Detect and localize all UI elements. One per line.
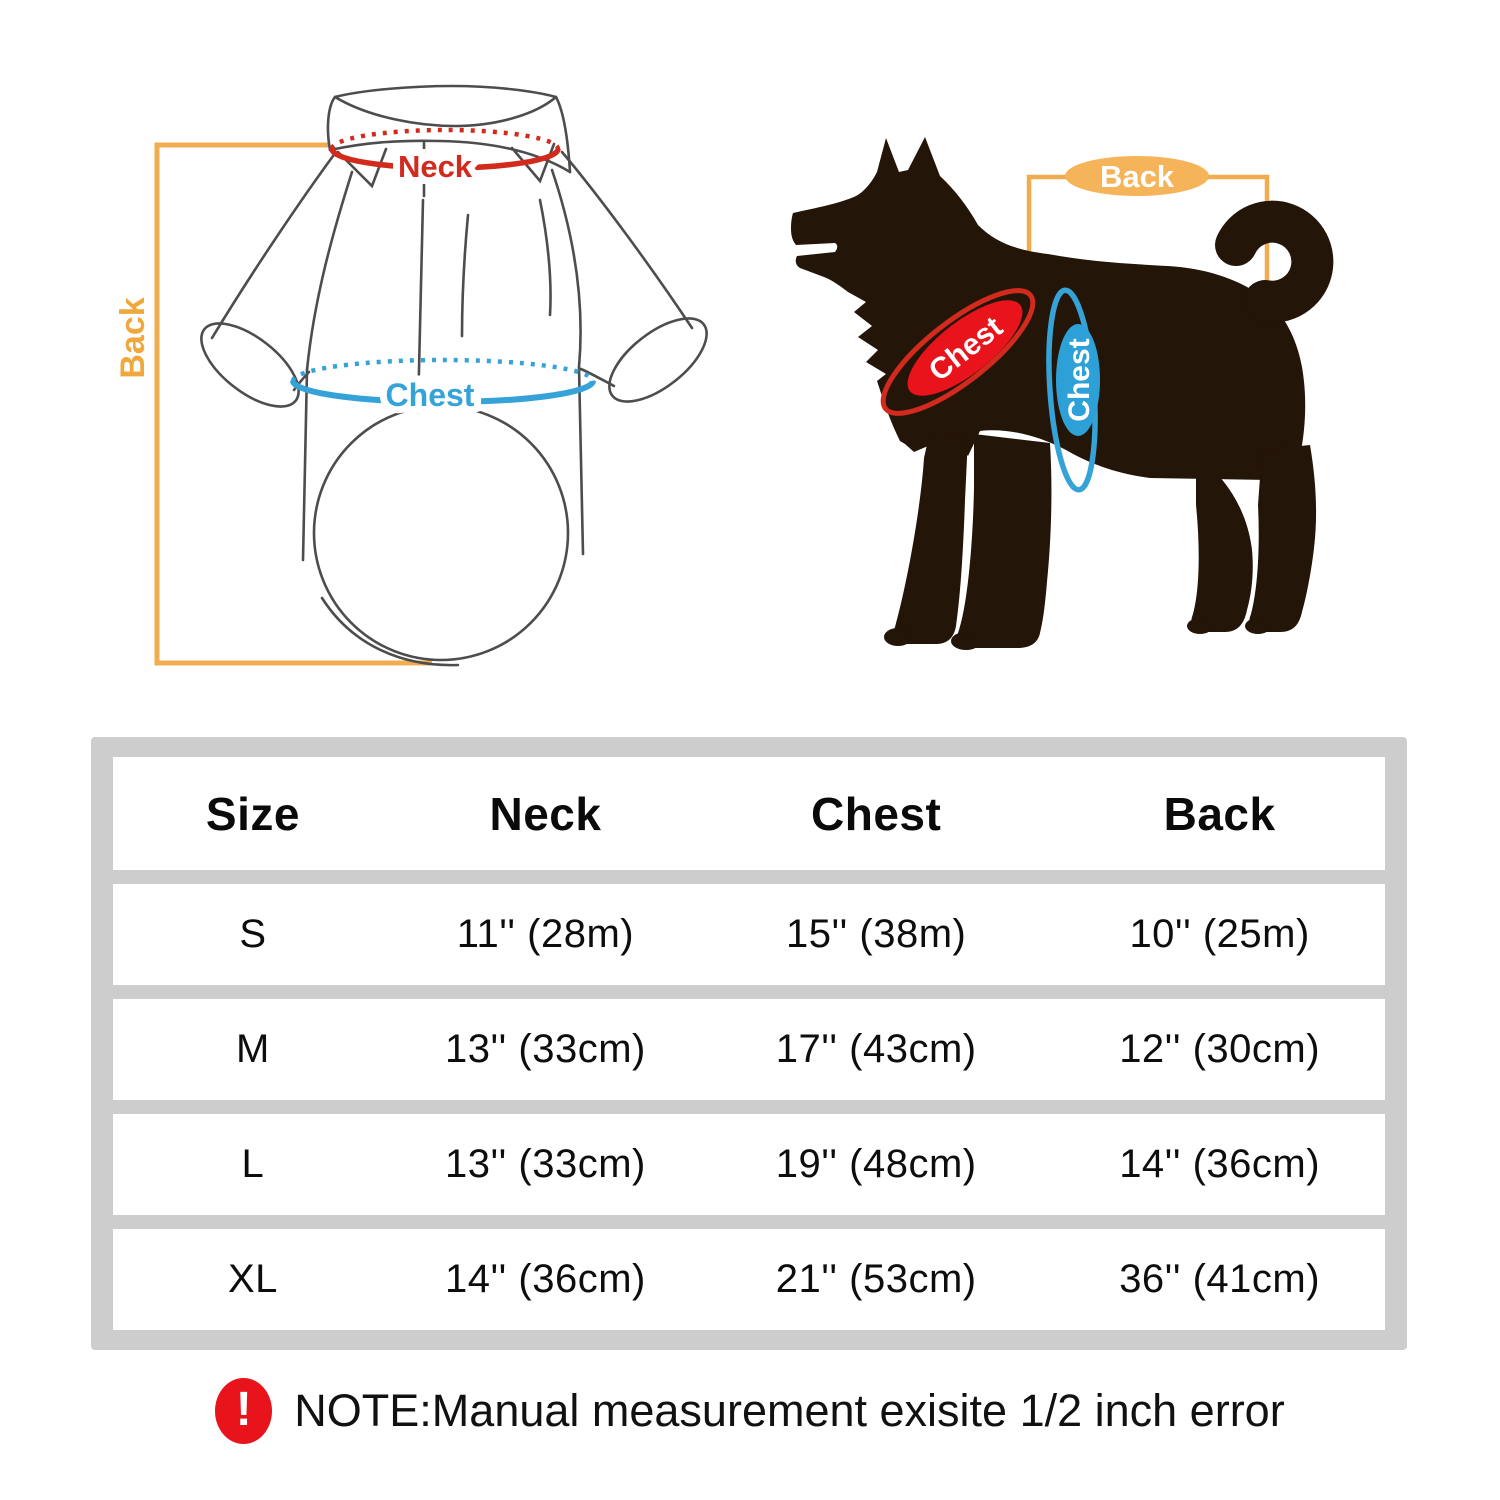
garment-back-label: Back (114, 297, 152, 379)
size-value: M (236, 1027, 270, 1072)
note (0, 1378, 1500, 1444)
dog-silhouette (791, 137, 1316, 650)
neck-value: 11'' (28m) (456, 912, 635, 957)
left-cuff (188, 308, 313, 422)
measurement-diagram (0, 0, 1500, 715)
chest-value: 21'' (53cm) (775, 1257, 977, 1302)
table-row-s (113, 884, 1385, 985)
col-header-back: Back (1163, 787, 1276, 840)
exclamation-glyph: ! (235, 1383, 252, 1436)
table-header-row (113, 757, 1385, 870)
back-value: 12'' (30cm) (1119, 1027, 1321, 1072)
col-header-size: Size (205, 787, 300, 840)
dog-girth-label-blue: Chest (1063, 338, 1096, 422)
dog-drawing (791, 137, 1316, 650)
size-value: XL (227, 1257, 278, 1302)
size-value: S (239, 912, 267, 957)
dog-back-label: Back (1099, 159, 1175, 194)
neck-value: 13'' (33cm) (445, 1142, 646, 1187)
col-header-neck: Neck (489, 787, 602, 840)
chest-value: 17'' (43cm) (775, 1027, 977, 1072)
hem-circle (314, 406, 568, 660)
back-value: 36'' (41cm) (1119, 1257, 1321, 1302)
col-header-chest: Chest (811, 787, 942, 840)
garment-drawing (114, 86, 720, 665)
table-row-l (113, 1114, 1385, 1215)
table-row-xl (113, 1229, 1385, 1330)
garment-neck-label: Neck (397, 149, 473, 184)
back-value: 10'' (25m) (1129, 912, 1310, 957)
table-row-m (113, 999, 1385, 1100)
note-text: NOTE:Manual measurement exisite 1/2 inch error (294, 1385, 1285, 1436)
dog-chest-label-red: Chest (922, 310, 1009, 388)
neck-value: 14'' (36cm) (445, 1257, 646, 1302)
neck-value: 13'' (33cm) (445, 1027, 646, 1072)
garment-neck-ellipse-dotted (332, 130, 558, 149)
exclamation-icon (215, 1378, 272, 1444)
chest-value: 15'' (38m) (786, 912, 967, 957)
right-cuff (596, 303, 721, 417)
garment-chest-label: Chest (385, 377, 475, 413)
back-value: 14'' (36cm) (1119, 1142, 1321, 1187)
chest-value: 19'' (48cm) (775, 1142, 977, 1187)
size-value: L (241, 1142, 265, 1187)
size-table (91, 737, 1407, 1350)
